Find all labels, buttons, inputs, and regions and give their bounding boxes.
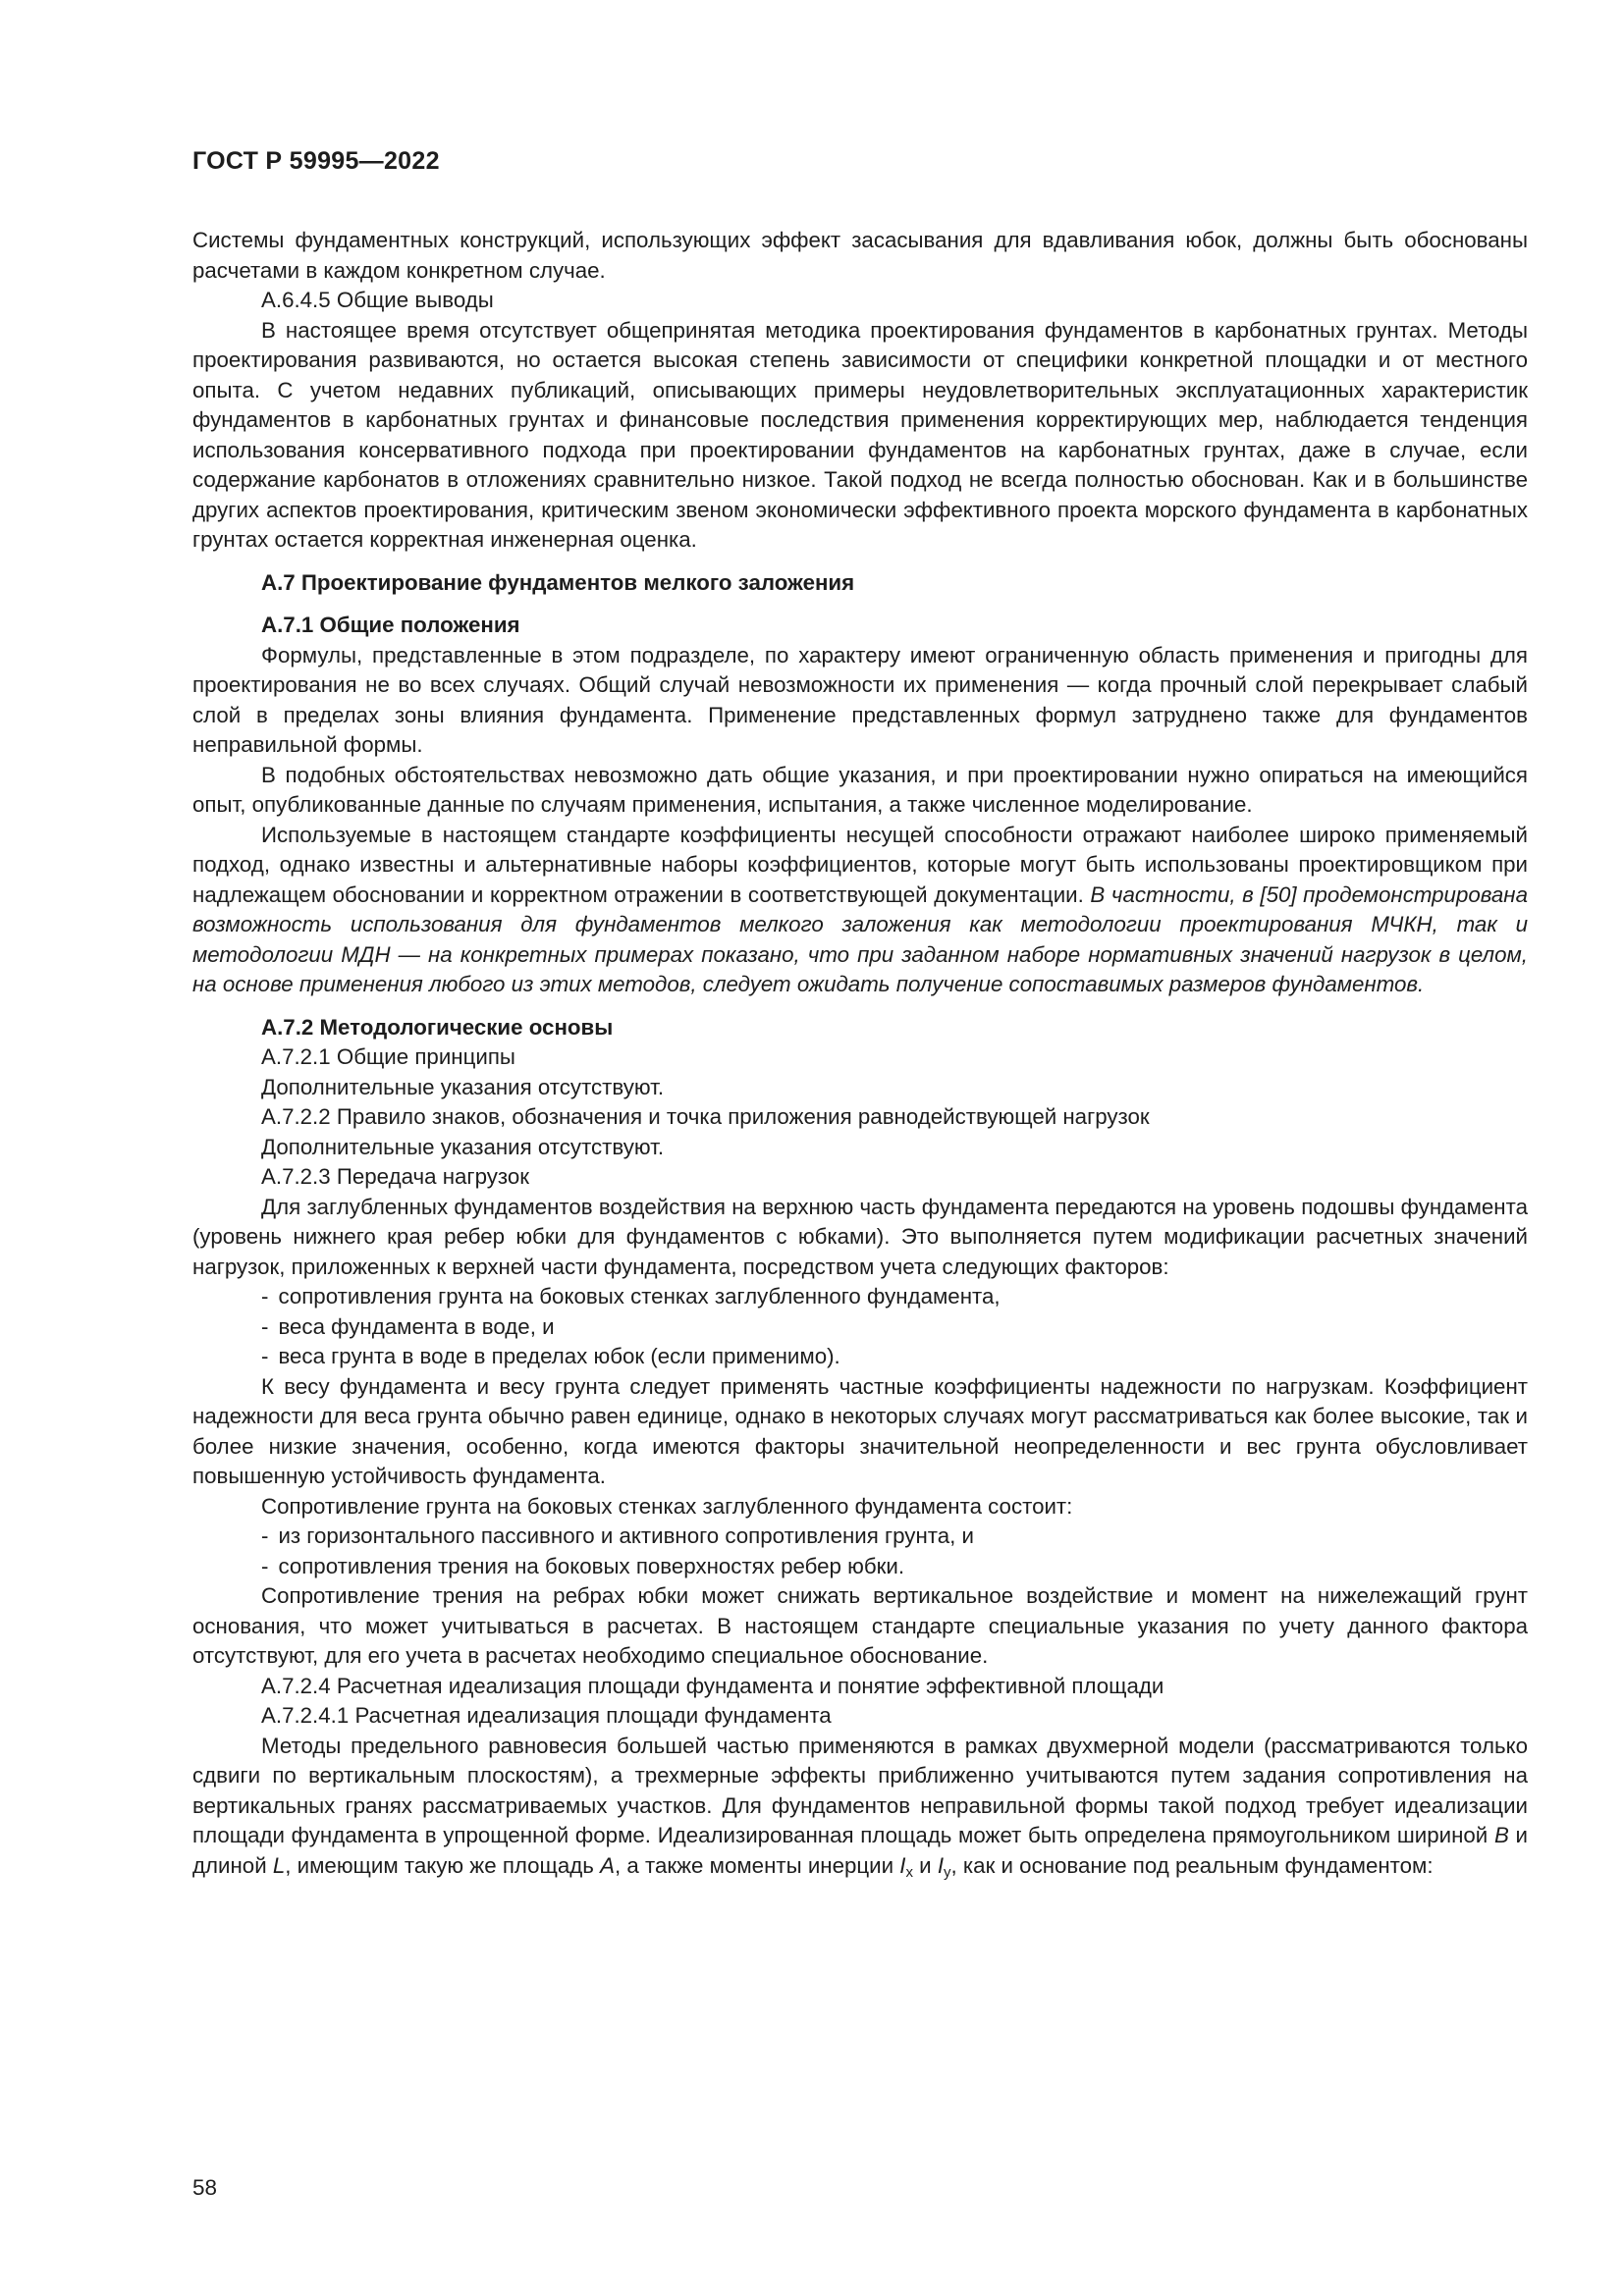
paragraph: Дополнительные указания отсутствуют. (261, 1134, 665, 1159)
subscript-x: x (905, 1863, 913, 1881)
list-item-text: из горизонтального пассивного и активного сопротивления грунта, и (278, 1523, 974, 1548)
paragraph: Сопротивление грунта на боковых стенках заглубленного фундамента состоит: (261, 1493, 1073, 1519)
dash-marker: - (261, 1553, 269, 1578)
paragraph: В настоящее время отсутствует общепринятая методика проектирования фундаментов в карбонатных грунтах. Методы проектирования развиваются, но остается высокая степень зависимости от специфики конкретной площадки и от местного опыта. С учетом недавних публикаций, описывающих примеры неудовлетворительных эксплуатационных характеристик фундаментов в карбонатных грунтах и финансовые последствия применения корректирующих мер, наблюдается тенденция использования консервативного подхода при проектировании фундаментов на карбонатных грунтах, даже в случае, если содержание карбонатов в отложениях сравнительно низкое. Такой подход не всегда полностью обоснован. Как и в большинстве других аспектов проектирования, критическим звеном экономически эффективного проекта морского фундамента в карбонатных грунтах остается корректная инженерная оценка. (192, 317, 1528, 552)
paragraph-text: Используемые в настоящем стандарте коэффициенты несущей способности отражают наиболее широко применяемый подход, однако известны и альтернативные наборы коэффициентов, которые могут быть использованы проектировщиком при надлежащем обосновании и корректном отражении в соответствующей документации. (192, 822, 1528, 907)
paragraph-text: и длиной (192, 1823, 1528, 1878)
section-heading: А.7.2.4 Расчетная идеализация площади фундамента и понятие эффективной площади (261, 1673, 1164, 1698)
paragraph-text: Методы предельного равновесия большей частью применяются в рамках двухмерной модели (рассматриваются только сдвиги по вертикальным плоскостям), а трехмерные эффекты приближенно учитываются путем задания сопротивления на вертикальных гранях рассматриваемых участков. Для фундаментов неправильной формы такой подход требует идеализации площади фундамента в упрощенной форме. Идеализированная площадь может быть определена прямоугольником шириной (192, 1733, 1528, 1847)
section-heading: А.7 Проектирование фундаментов мелкого заложения (261, 569, 855, 595)
list-item-text: сопротивления трения на боковых поверхностях ребер юбки. (278, 1553, 905, 1578)
section-heading: А.7.2.2 Правило знаков, обозначения и точка приложения равнодействующей нагрузок (261, 1104, 1150, 1129)
paragraph (192, 1732, 1528, 1882)
section-heading: А.6.4.5 Общие выводы (261, 288, 494, 312)
section-heading: А.7.1 Общие положения (261, 613, 520, 637)
dash-marker: - (261, 1284, 269, 1308)
symbol-b: B (1493, 1823, 1509, 1847)
paragraph-text: и (912, 1852, 938, 1878)
symbol-l: L (272, 1852, 286, 1878)
paragraph: Дополнительные указания отсутствуют. (261, 1074, 665, 1099)
dash-marker: - (261, 1344, 269, 1368)
section-heading: А.7.2.1 Общие принципы (261, 1044, 515, 1069)
symbol-i-x: I (899, 1852, 906, 1878)
paragraph-text: , имеющим такую же площадь (285, 1852, 601, 1878)
page-number: 58 (192, 2175, 218, 2200)
list-item (192, 1312, 1528, 1343)
paragraph: Для заглубленных фундаментов воздействия на верхнюю часть фундамента передаются на уровень подошвы фундамента (уровень нижнего края ребер юбки для фундаментов с юбками). Это выполняется путем модификации расчетных значений нагрузок, приложенных к верхней части фундамента, посредством учета следующих факторов: (192, 1194, 1528, 1279)
dash-marker: - (261, 1523, 269, 1548)
list-item (192, 1522, 1528, 1552)
list-item-text: сопротивления грунта на боковых стенках заглубленного фундамента, (278, 1284, 1001, 1308)
list-item (192, 1552, 1528, 1582)
paragraph: К весу фундамента и весу грунта следует применять частные коэффициенты надежности по нагрузкам. Коэффициент надежности для веса грунта обычно равен единице, однако в некоторых случаях могут рассматриваться как более высокие, так и более низкие значения, особенно, когда имеются факторы значительной неопределенности и вес грунта обусловливает повышенную устойчивость фундамента. (192, 1373, 1528, 1488)
paragraph: В подобных обстоятельствах невозможно дать общие указания, и при проектировании нужно опираться на имеющийся опыт, опубликованные данные по случаям применения, испытания, а также численное моделирование. (192, 762, 1528, 817)
paragraph: Системы фундаментных конструкций, использующих эффект засасывания для вдавливания юбок, должны быть обоснованы расчетами в каждом конкретном случае. (192, 228, 1528, 283)
section-heading: А.7.2.3 Передача нагрузок (261, 1164, 529, 1189)
paragraph: Сопротивление трения на ребрах юбки может снижать вертикальное воздействие и момент на нижележащий грунт основания, что может учитываться в расчетах. В настоящем стандарте специальные указания по учету данного фактора отсутствуют, для его учета в расчетах необходимо специальное обоснование. (192, 1583, 1528, 1668)
section-heading: А.7.2 Методологические основы (261, 1014, 614, 1040)
list-item (192, 1282, 1528, 1312)
paragraph: Формулы, представленные в этом подразделе, по характеру имеют ограниченную область применения и пригодны для проектирования не во всех случаях. Общий случай невозможности их применения — когда прочный слой перекрывает слабый слой в пределах зоны влияния фундамента. Применение представленных формул затруднено также для фундаментов неправильной формы. (192, 642, 1528, 757)
paragraph (192, 821, 1528, 1000)
symbol-a: A (600, 1852, 615, 1878)
document-body (192, 226, 1528, 1881)
list-item-text: веса фундамента в воде, и (278, 1313, 555, 1339)
subscript-y: y (944, 1863, 951, 1881)
paragraph-text: , а также моменты инерции (615, 1852, 900, 1878)
symbol-i-y: I (937, 1852, 945, 1878)
list-item (192, 1342, 1528, 1372)
paragraph-text: , как и основание под реальным фундаментом: (950, 1852, 1434, 1878)
paragraph-italic-text: В частности, в [50] продемонстрирована возможность использования для фундаментов мелкого заложения как методологии проектирования МЧКН, так и методологии МДН — на конкретных примерах показано, что при заданном наборе нормативных значений нагрузок в целом, на основе применения любого из этих методов, следует ожидать получение сопоставимых размеров фундаментов. (192, 881, 1528, 996)
document-header: ГОСТ Р 59995—2022 (192, 147, 440, 175)
section-heading: А.7.2.4.1 Расчетная идеализация площади фундамента (261, 1703, 832, 1728)
dash-marker: - (261, 1313, 269, 1339)
list-item-text: веса грунта в воде в пределах юбок (если применимо). (278, 1344, 840, 1368)
